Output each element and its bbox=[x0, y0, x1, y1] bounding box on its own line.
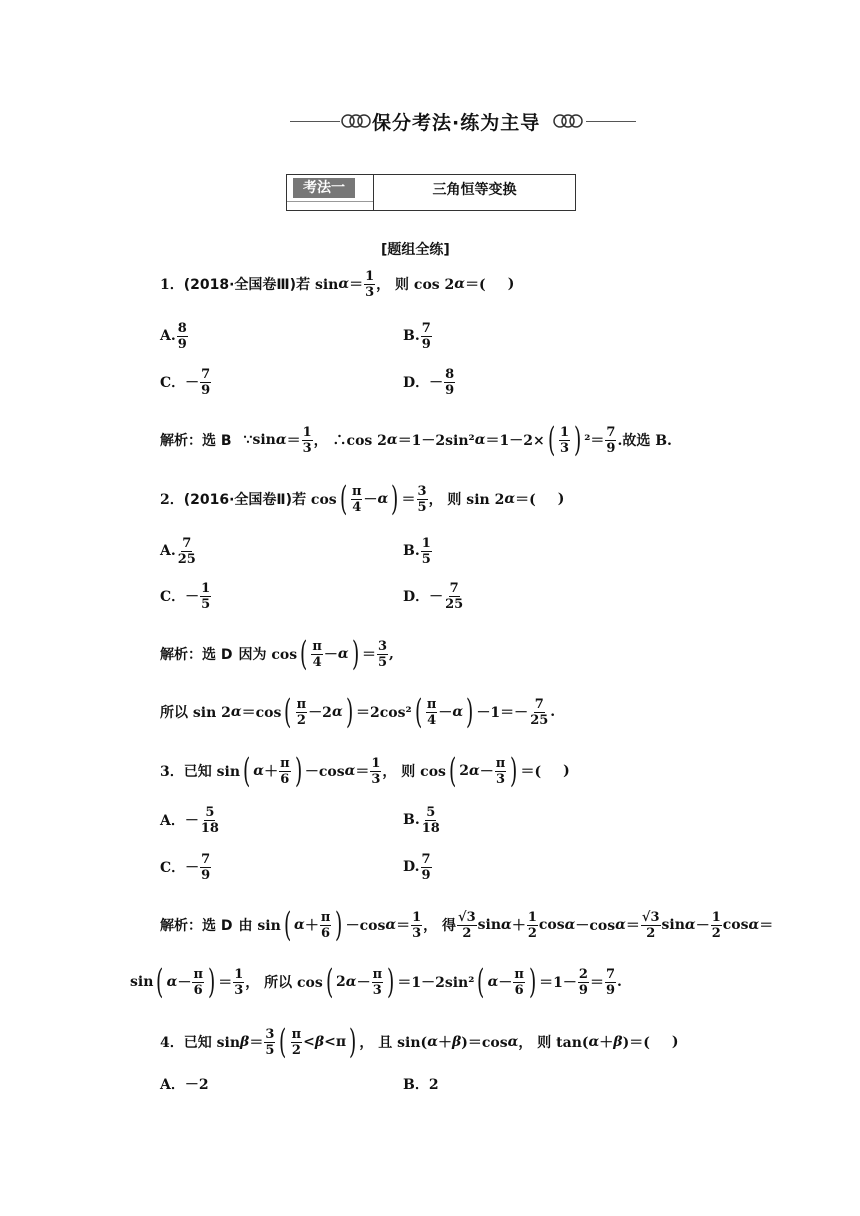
header-knot-left-icon bbox=[340, 112, 372, 130]
q3-solution-line1: 解析： 选 D 由 sin ( α ＋ $\frac{\pi}{6}$ ) －cos α ＝ $\frac{1}{3}$ ， 得 $\frac{√3}{2}$ sin α ＋ $\frac{1}{2}$ cos α －cos α ＝ $\frac{√3}{2}$ sin α － $\frac{1}{2}$ cos α ＝ bbox=[160, 905, 774, 945]
q1-option-c: C．－ $\frac{7}{9}$ bbox=[160, 366, 211, 398]
q1-solution: 解析： 选 B ∵sin α ＝ $\frac{1}{3}$ ， ∴cos 2 α ＝1－2sin² α ＝1－2× ( $\frac{1}{3}$ ) ²＝ $\frac{7}{9}$ .故选 B. bbox=[160, 420, 672, 460]
section-heading-box bbox=[286, 174, 576, 211]
q3-option-c: C．－ $\frac{7}{9}$ bbox=[160, 851, 211, 883]
q2-stem: 2． (2016·全国卷Ⅱ) 若 cos ( $\frac{\pi}{4}$ － α ) ＝ $\frac{3}{5}$ ， 则 sin 2 α ＝( ) bbox=[160, 479, 565, 519]
header-title: 保分考法·练为主导 bbox=[372, 112, 541, 134]
q3-solution-line2: sin ( α － $\frac{\pi}{6}$ ) ＝ $\frac{1}{3}$ ， 所以 cos ( 2 α － $\frac{\pi}{3}$ ) ＝1－2sin² ( α － $\frac{\pi}{6}$ ) ＝1－ $\frac{2}{9}$ ＝ $\frac{7}{9}$ . bbox=[130, 962, 622, 1002]
q3-option-a: A．－ $\frac{5}{18}$ bbox=[160, 804, 219, 836]
header-knot-right-icon bbox=[552, 112, 584, 130]
q1-option-b: B. $\frac{7}{9}$ bbox=[403, 320, 431, 352]
q4-stem: 4． 已知 sin β ＝ $\frac{3}{5}$ ( $\frac{\pi}{2}$ < β <π ) ， 且 sin( α ＋ β )＝cos α ， 则 tan( α ＋ β )＝( ) bbox=[160, 1022, 679, 1062]
q2-option-a: A. $\frac{7}{25}$ bbox=[160, 535, 196, 567]
q2-option-c: C．－ $\frac{1}{5}$ bbox=[160, 580, 211, 612]
q1-option-a: A. $\frac{8}{9}$ bbox=[160, 320, 187, 352]
header-rule-left bbox=[290, 121, 340, 122]
q2-solution-line1: 解析： 选 D 因为 cos ( $\frac{\pi}{4}$ － α ) ＝ $\frac{3}{5}$ , bbox=[160, 634, 394, 674]
section-tag: 考法一 bbox=[293, 178, 355, 198]
group-label: [题组全练] bbox=[381, 242, 450, 258]
q2-solution-line2: 所以 sin 2 α ＝cos ( $\frac{\pi}{2}$ －2 α ) ＝2cos² ( $\frac{\pi}{4}$ － α ) －1＝－ $\frac{7}{25}$ . bbox=[160, 692, 556, 732]
q3-stem: 3． 已知 sin ( α ＋ $\frac{\pi}{6}$ ) －cos α ＝ $\frac{1}{3}$ ， 则 cos ( 2 α － $\frac{\pi}{3}$ ) ＝( ) bbox=[160, 751, 570, 791]
section-title: 三角恒等变换 bbox=[432, 182, 517, 198]
fraction: $\frac{1}{3}$ bbox=[365, 268, 375, 300]
q1-stem: 1． (2018·全国卷Ⅲ) 若 sin α ＝ $\frac{1}{3}$ ， 则 cos 2 α ＝( ) bbox=[160, 268, 515, 300]
q4-option-b: B．2 bbox=[403, 1077, 439, 1093]
q2-option-d: D．－ $\frac{7}{25}$ bbox=[403, 580, 464, 612]
q3-option-d: D. $\frac{7}{9}$ bbox=[403, 851, 431, 883]
section-tag-underline bbox=[287, 201, 373, 210]
q1-option-d: D．－ $\frac{8}{9}$ bbox=[403, 366, 455, 398]
q4-option-a: A．－2 bbox=[160, 1077, 209, 1093]
q2-option-b: B. $\frac{1}{5}$ bbox=[403, 535, 431, 567]
header-rule-right bbox=[586, 121, 636, 122]
q3-option-b: B. $\frac{5}{18}$ bbox=[403, 804, 440, 836]
